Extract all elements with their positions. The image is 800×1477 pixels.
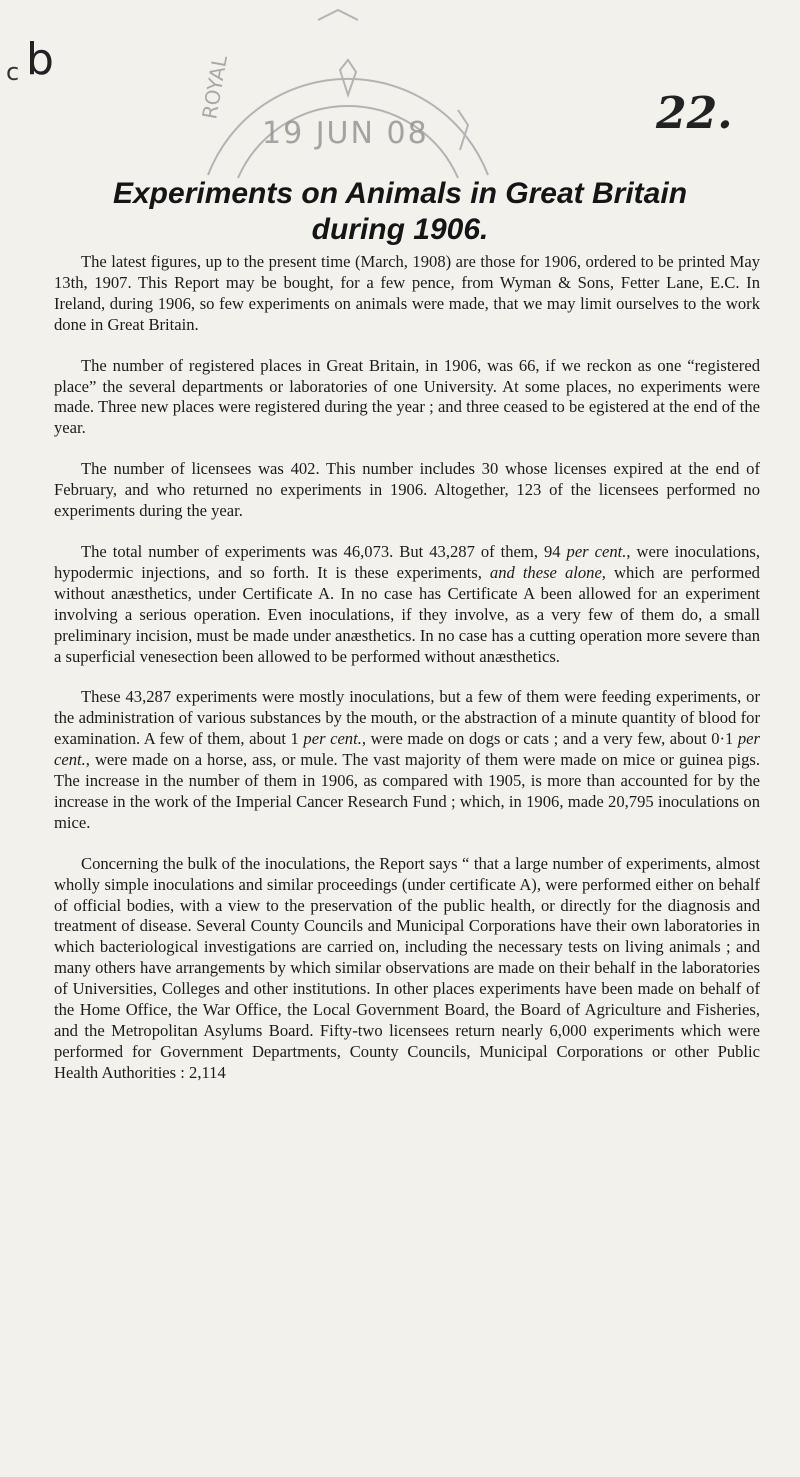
paragraph-3 xyxy=(54,459,760,522)
paragraph-4-emphasis: and these alone, xyxy=(489,562,606,582)
paragraph-5-text: , were made on dogs or cats ; and a very few, about 0·1 xyxy=(361,729,738,749)
stamp-date: 19 JUN 08 xyxy=(262,116,429,151)
paragraph-1-text: The latest figures, up to the present time (March, 1908) are those for 1906, ordered to be printed May 13th, 1907. This Report may be bought, for a few pence, from Wyman & Sons, Fetter Lane, E.C. In Ireland, during 1906, so few experiments on animals were made, that we may limit ourselves to the work done in Great Britain. xyxy=(54,252,760,334)
paragraph-6-text: Concerning the bulk of the inoculations, the Report says “ that a large number of experiments, almost wholly simple inoculations and similar proceedings (under certificate A), were performed either on behalf of official bodies, with a view to the preservation of the public health, or directly for the diagnosis and treatment of disease. Several County Councils and Municipal Corporations have their own laboratories in which bacteriological investigations are carried on, including the necessary tests on living animals ; and many others have arrangements by which similar observations are made on their behalf in the laboratories of Universities, Colleges and other institutions. In other places experiments have been made on behalf of the Home Office, the War Office, the Local Government Board, the Board of Agriculture and Fisheries, and the Metropolitan Asylums Board. Fifty-two licensees return nearly 6,000 experiments which were performed for Government Departments, County Councils, Municipal Corporations or other Public Health Authorities : 2,114 xyxy=(54,853,760,1082)
handwritten-page-number: 22. xyxy=(656,88,733,139)
stamp-ring-text: ROYAL xyxy=(197,53,233,121)
title-line-1: Experiments on Animals in Great Britain xyxy=(112,177,688,210)
paragraph-4 xyxy=(54,542,760,667)
paragraph-5 xyxy=(54,687,760,833)
handwritten-c-mark: c xyxy=(6,58,20,86)
paragraph-5-text: , were made on a horse, ass, or mule. The vast majority of them were made on mice or guinea pigs. The increase in the number of them in 1906, as compared with 1905, is more than accounted for by the increase in the work of the Imperial Cancer Research Fund ; which, in 1906, made 20,795 inoculations on mice. xyxy=(54,750,760,832)
paragraph-2 xyxy=(54,356,760,440)
paragraph-1 xyxy=(54,252,760,336)
paragraph-5-emphasis: per cent. xyxy=(54,729,760,770)
paragraph-2-text: The number of registered places in Great Britain, in 1906, was 66, if we reckon as one “registered place” the several departments or laboratories of one University. At some places, no experiments were made. Three new places were registered during the year ; and three ceased to be egistered at the end of the year. xyxy=(54,355,760,438)
paragraph-5-emphasis: per cent. xyxy=(303,729,362,749)
paragraph-6 xyxy=(54,854,760,1084)
handwritten-b-mark: b xyxy=(26,34,54,85)
paragraph-4-text: The total number of experiments was 46,073. But 43,287 of them, 94 xyxy=(81,541,567,561)
title-line-2: during 1906. xyxy=(311,213,489,246)
library-stamp xyxy=(168,0,528,180)
paragraph-5-text: These 43,287 experiments were mostly inoculations, but a few of them were feeding experiments, or the administration of various substances by the mouth, or the abstraction of a minute quantity of blood for examination. A few of them, about 1 xyxy=(54,687,760,749)
paragraph-3-text: The number of licensees was 402. This number includes 30 whose licenses expired at the end of February, and who returned no experiments in 1906. Altogether, 123 of the licensees performed no experiments during the year. xyxy=(54,459,760,521)
document-title xyxy=(0,176,800,248)
article-body xyxy=(54,252,760,1100)
paragraph-4-text: , were inoculations, hypodermic injections, and so forth. It is these experiments, xyxy=(54,541,761,582)
paragraph-4-text: which are performed without anæsthetics, under Certificate A. In no case has Certificate A been allowed for an experiment involving a serious operation. Even inoculations, if they involve, as a very few of them do, a small preliminary incision, must be made under anæsthetics. In no case has a cutting operation more severe than a superficial venesection been allowed to be performed without anæsthetics. xyxy=(54,562,760,666)
paragraph-4-emphasis: per cent. xyxy=(566,541,627,561)
